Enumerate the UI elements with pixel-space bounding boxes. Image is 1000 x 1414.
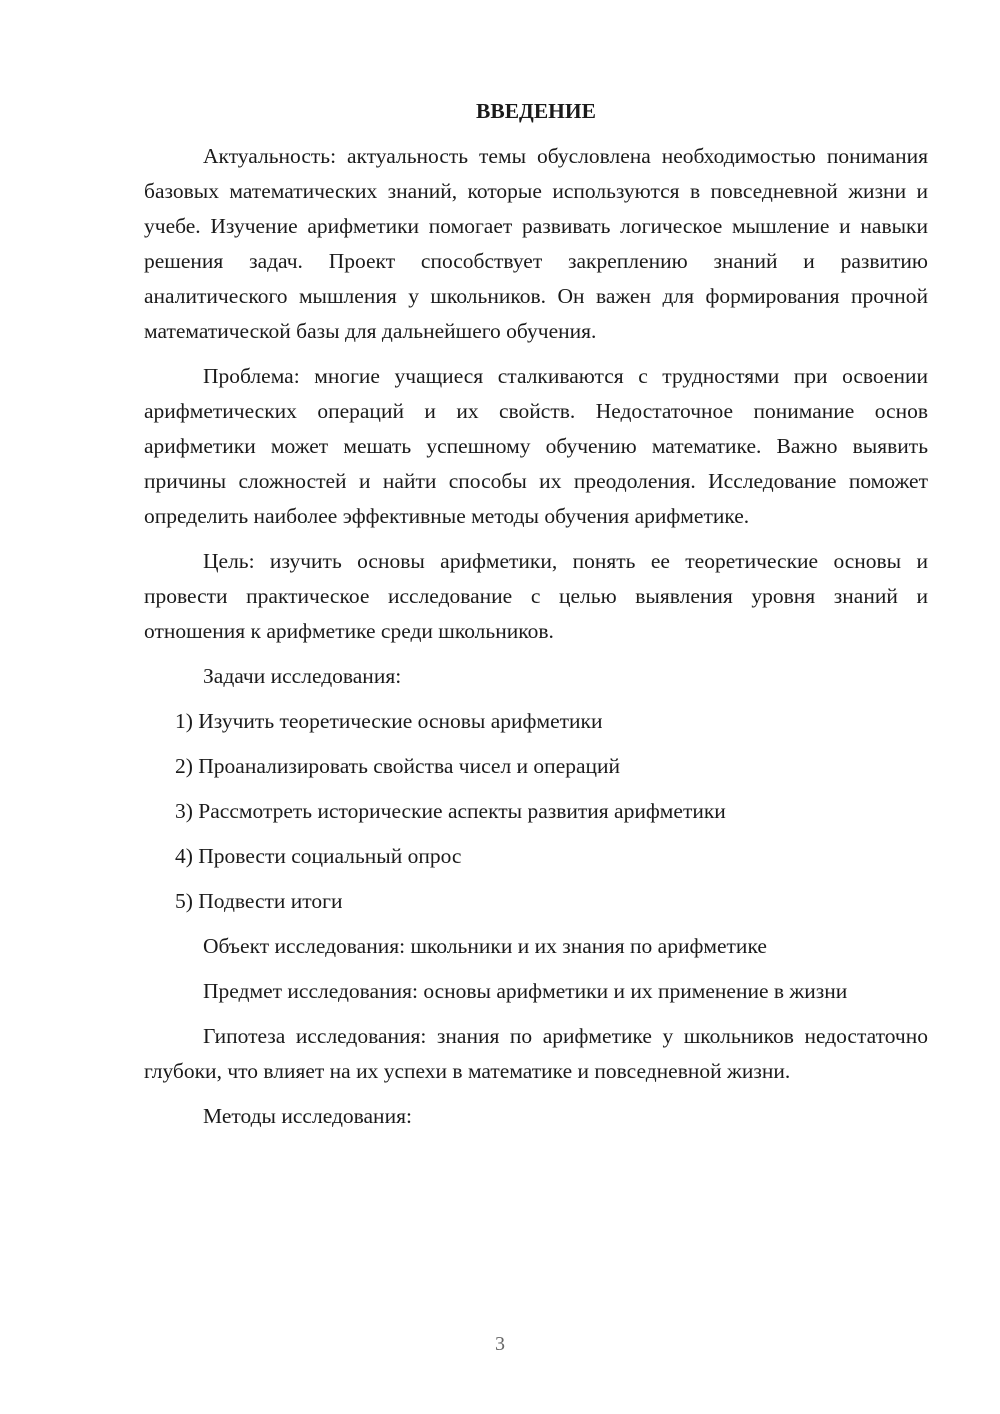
list-item: 4) Провести социальный опрос [175, 844, 462, 868]
problem-paragraph: Проблема: многие учащиеся сталкиваются с трудностями при освоении арифметических операций и их свойств. Недостаточное понимание основ арифметики может мешать успешному обучению математике. Важно выявить причины сложностей и найти способы их преодоления. Исследование поможет определить наиболее эффективные методы обучения арифметике. [144, 364, 928, 528]
tasks-list [144, 704, 928, 919]
document-page [144, 94, 928, 1144]
list-item: 2) Проанализировать свойства чисел и операций [175, 754, 621, 778]
list-item: 1) Изучить теоретические основы арифметики [175, 709, 603, 733]
list-item: 5) Подвести итоги [175, 889, 343, 913]
methods-heading: Методы исследования: [203, 1104, 412, 1128]
object-paragraph: Объект исследования: школьники и их знания по арифметике [203, 934, 767, 958]
page-number: 3 [495, 1333, 505, 1355]
goal-paragraph: Цель: изучить основы арифметики, понять ее теоретические основы и провести практическое исследование с целью выявления уровня знаний и отношения к арифметике среди школьников. [144, 549, 928, 643]
subject-paragraph: Предмет исследования: основы арифметики и их применение в жизни [203, 979, 848, 1003]
hypothesis-paragraph: Гипотеза исследования: знания по арифметике у школьников недостаточно глубоки, что влияет на их успехи в математике и повседневной жизни. [144, 1024, 928, 1083]
section-title: ВВЕДЕНИЕ [476, 99, 596, 123]
tasks-heading: Задачи исследования: [203, 664, 402, 688]
relevance-paragraph: Актуальность: актуальность темы обусловлена необходимостью понимания базовых математических знаний, которые используются в повседневной жизни и учебе. Изучение арифметики помогает развивать логическое мышление и навыки решения задач. Проект способствует закреплению знаний и развитию аналитического мышления у школьников. Он важен для формирования прочной математической базы для дальнейшего обучения. [144, 144, 928, 343]
list-item: 3) Рассмотреть исторические аспекты развития арифметики [175, 799, 726, 823]
